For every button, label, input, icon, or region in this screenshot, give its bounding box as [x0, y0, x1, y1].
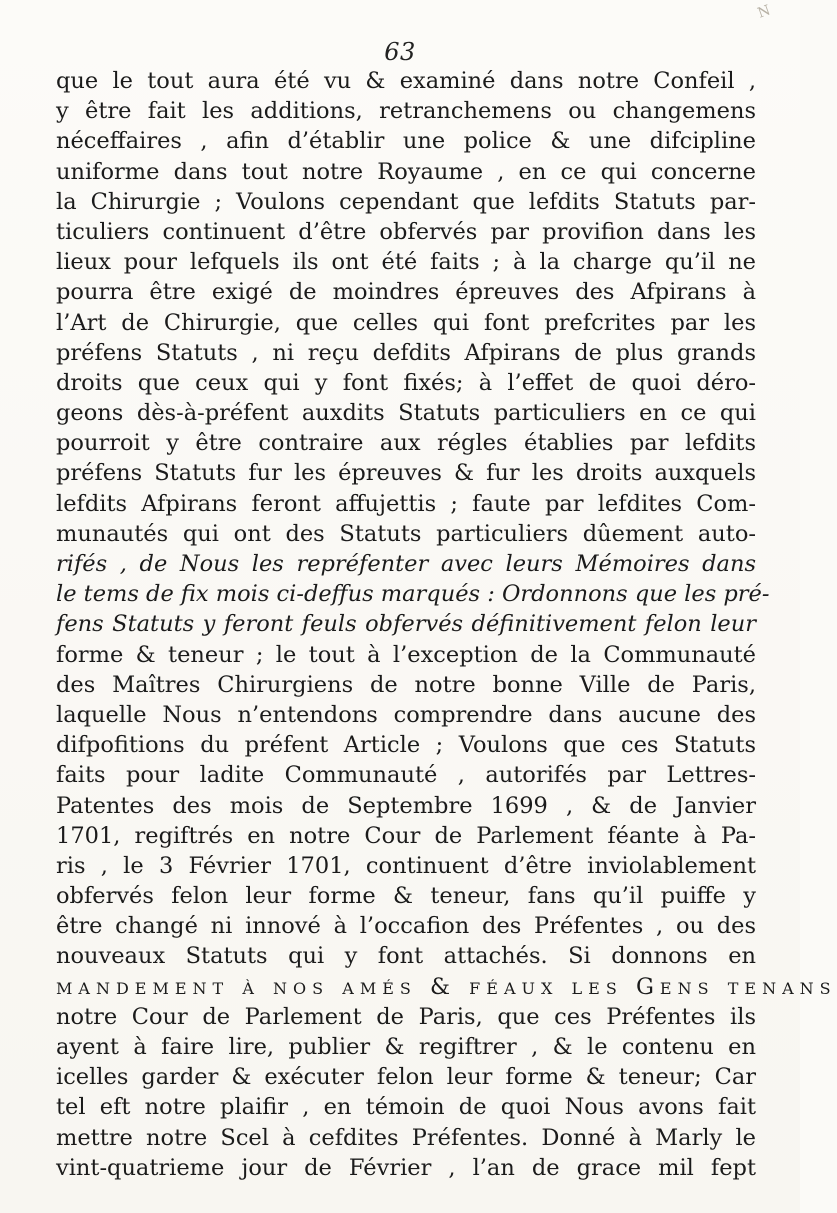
- text-line: vint-quatrieme jour de Février , l’an de grace mil fept: [56, 1154, 756, 1181]
- text-line: pourroit y être contraire aux régles établies par lefdits: [56, 430, 756, 457]
- text-line: ris , le 3 Février 1701, continuent d’être inviolablement: [56, 852, 756, 879]
- text-line: l’Art de Chirurgie, que celles qui font prefcrites par les: [56, 309, 756, 336]
- text-line: lefdits Afpirans feront affujettis ; faute par lefdites Com-: [56, 490, 756, 517]
- text-line: forme & teneur ; le tout à l’exception de la Communauté: [56, 641, 756, 668]
- text-line: munautés qui ont des Statuts particuliers dûement auto-: [56, 520, 756, 547]
- text-line: icelles garder & exécuter felon leur forme & teneur; Car: [56, 1064, 756, 1091]
- text-line: pourra être exigé de moindres épreuves des Afpirans à: [56, 279, 756, 306]
- body-text: [56, 66, 837, 1183]
- text-line: Patentes des mois de Septembre 1699 , & de Janvier: [56, 792, 756, 819]
- text-line: mettre notre Scel à cefdites Préfentes. Donné à Marly le: [56, 1124, 756, 1151]
- text-line: droits que ceux qui y font fixés; à l’effet de quoi déro-: [56, 369, 756, 396]
- text-line: être changé ni innové à l’occafion des Préfentes , ou des: [56, 913, 756, 940]
- text-line: ayent à faire lire, publier & regiftrer , & le contenu en: [56, 1034, 756, 1060]
- text-line: préfens Statuts , ni reçu defdits Afpirans de plus grands: [56, 339, 756, 366]
- text-line: lieux pour lefquels ils ont été faits ; à la charge qu’il ne: [56, 249, 756, 276]
- text-line: le tems de fix mois ci-deffus marqués : Ordonnons que les pré-: [56, 581, 770, 608]
- text-line: néceffaires , afin d’établir une police & une difcipline: [56, 128, 756, 155]
- corner-mark: N: [755, 2, 773, 22]
- text-line: des Maîtres Chirurgiens de notre bonne Ville de Paris,: [56, 671, 756, 698]
- text-line: y être fait les additions, retranchemens ou changemens: [56, 98, 756, 125]
- text-line: nouveaux Statuts qui y font attachés. Si donnons en: [56, 943, 756, 970]
- text-line: préfens Statuts fur les épreuves & fur les droits auxquels: [56, 460, 756, 487]
- text-line: tel eft notre plaifir , en témoin de quoi Nous avons fait: [56, 1094, 756, 1121]
- text-line: uniforme dans tout notre Royaume , en ce qui concerne: [56, 158, 756, 185]
- text-line: laquelle Nous n’entendons comprendre dans aucune des: [56, 701, 756, 728]
- text-line: notre Cour de Parlement de Paris, que ces Préfentes ils: [56, 1003, 756, 1030]
- text-line: ticuliers continuent d’être obfervés par provifion dans les: [56, 218, 756, 245]
- text-line: obfervés felon leur forme & teneur, fans qu’il puiffe y: [56, 883, 756, 910]
- text-line: faits pour ladite Communauté , autorifés par Lettres-: [56, 762, 756, 789]
- text-line: mandement à nos amés & féaux les Gens tenans: [56, 973, 837, 1000]
- page-number: 63: [384, 38, 416, 66]
- text-line: la Chirurgie ; Voulons cependant que lefdits Statuts par-: [56, 188, 756, 215]
- text-line: 1701, regiftrés en notre Cour de Parlement féante à Pa-: [56, 822, 756, 849]
- text-line: rifés , de Nous les repréfenter avec leurs Mémoires dans: [56, 551, 756, 577]
- text-line: geons dès-à-préfent auxdits Statuts particuliers en ce qui: [56, 400, 756, 427]
- text-line: que le tout aura été vu & examiné dans notre Confeil ,: [56, 68, 756, 94]
- text-line: fens Statuts y feront feuls obfervés définitivement felon leur: [56, 611, 756, 638]
- text-line: difpofitions du préfent Article ; Voulons que ces Statuts: [56, 732, 756, 759]
